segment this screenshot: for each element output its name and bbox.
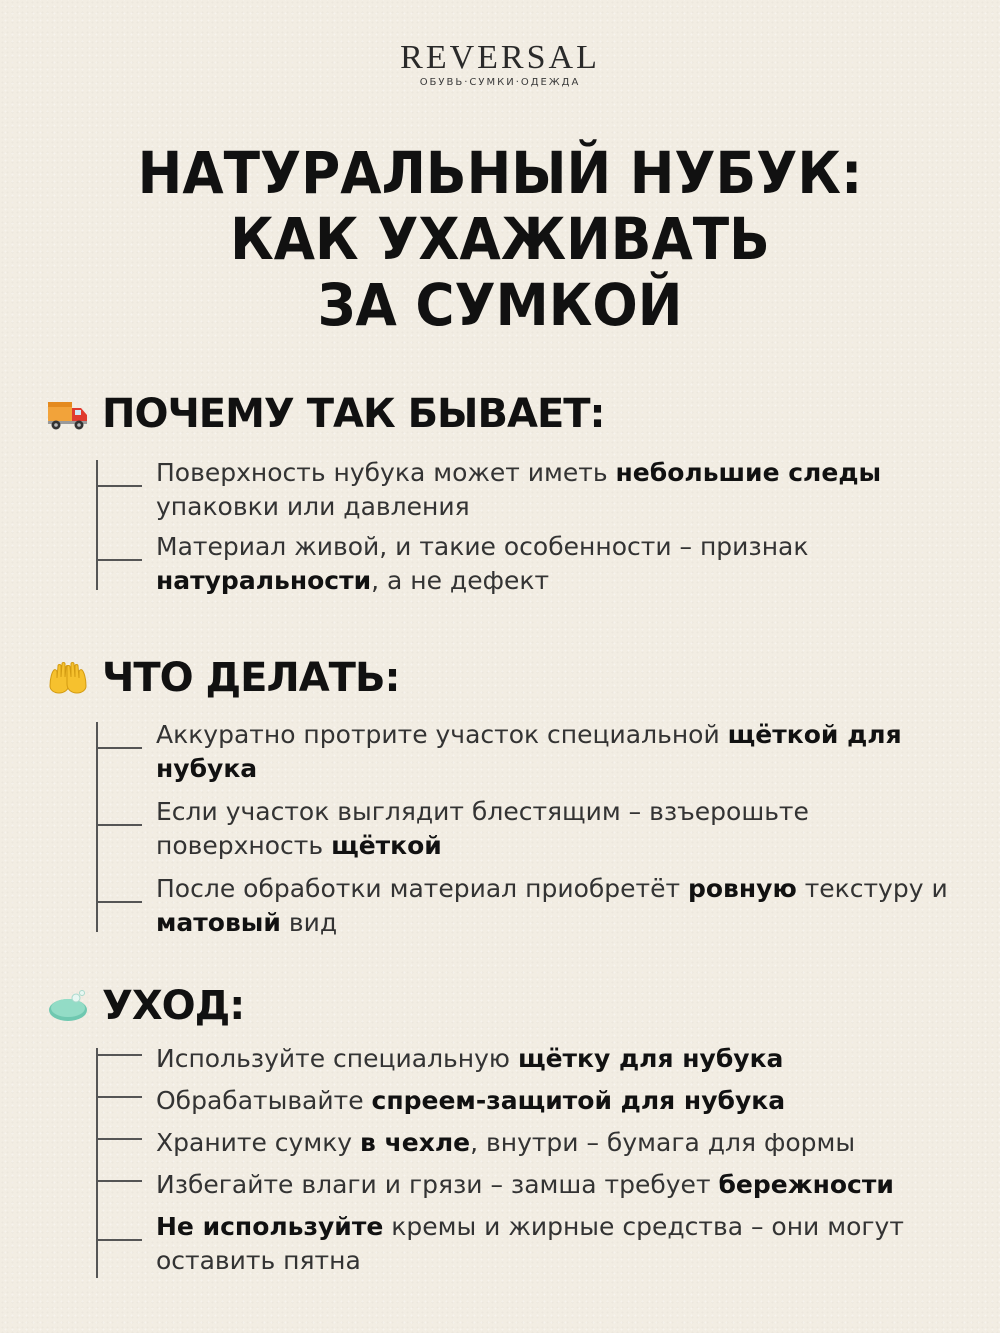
list-item-text	[156, 1084, 976, 1118]
emphasis-text: натуральности	[156, 566, 372, 595]
emphasis-text: в чехле	[360, 1128, 471, 1157]
soap-icon	[46, 984, 90, 1028]
tree-branch	[96, 1096, 142, 1098]
section-care-header	[46, 980, 244, 1032]
section-why-header	[46, 388, 605, 440]
body-text: После обработки материал приобретёт	[156, 874, 688, 903]
emphasis-text: бережности	[718, 1170, 894, 1199]
brand-tagline: ОБУВЬ·СУМКИ·ОДЕЖДА	[419, 77, 581, 88]
section-what-header	[46, 652, 399, 704]
section-title: УХОД:	[102, 983, 245, 1029]
list-item-text	[156, 1126, 976, 1160]
section-title: ПОЧЕМУ ТАК БЫВАЕТ:	[102, 391, 605, 437]
tree-branch	[96, 1138, 142, 1140]
delivery-truck-icon	[46, 392, 90, 436]
list-item-text	[156, 718, 976, 786]
body-text: Аккуратно протрите участок специальной	[156, 720, 728, 749]
tree-branch	[96, 1180, 142, 1182]
body-text: Избегайте влаги и грязи – замша требует	[156, 1170, 719, 1199]
emphasis-text: небольшие следы	[615, 458, 882, 487]
title-line-2: КАК УХАЖИВАТЬ	[230, 205, 770, 273]
tree-branch	[96, 559, 142, 561]
body-text: Храните сумку	[156, 1128, 361, 1157]
body-text: Обрабатывайте	[156, 1086, 372, 1115]
tree-line	[96, 1048, 98, 1278]
body-text: текстуру и	[796, 874, 948, 903]
section-title: ЧТО ДЕЛАТЬ:	[102, 655, 400, 701]
body-text: вид	[280, 908, 338, 937]
list-item-text	[156, 456, 976, 524]
raised-hands-icon	[46, 656, 90, 700]
list-item-text	[156, 530, 976, 598]
emphasis-text: матовый	[156, 908, 281, 937]
title-line-1: НАТУРАЛЬНЫЙ НУБУК:	[137, 139, 863, 207]
tree-line	[96, 460, 98, 590]
emphasis-text: спреем-защитой для нубука	[371, 1086, 786, 1115]
tree-branch	[96, 747, 142, 749]
brand-name: REVERSAL	[400, 39, 600, 76]
list-item-text	[156, 1168, 976, 1202]
list-item-text	[156, 795, 976, 863]
emphasis-text: щёткой для нубука	[156, 720, 902, 783]
list-item-text	[156, 1042, 976, 1076]
list-item-text	[156, 1210, 976, 1278]
list-item-text	[156, 872, 976, 940]
body-text: Если участок выглядит блестящим – взъерошьте поверхность	[156, 797, 809, 860]
body-text: Поверхность нубука может иметь	[156, 458, 616, 487]
body-text: Используйте специальную	[156, 1044, 518, 1073]
page-title	[40, 140, 960, 338]
emphasis-text: щёткой	[331, 831, 442, 860]
brand-logo	[0, 40, 1000, 88]
body-text: кремы и жирные средства – они могут оставить пятна	[156, 1212, 904, 1275]
body-text: упаковки или давления	[156, 492, 470, 521]
emphasis-text: Не используйте	[156, 1212, 384, 1241]
tree-branch	[96, 1054, 142, 1056]
body-text: Материал живой, и такие особенности – признак	[156, 532, 809, 561]
emphasis-text: ровную	[687, 874, 797, 903]
tree-branch	[96, 485, 142, 487]
emphasis-text: щётку для нубука	[517, 1044, 784, 1073]
title-line-3: ЗА СУМКОЙ	[317, 271, 683, 339]
body-text: , внутри – бумага для формы	[470, 1128, 856, 1157]
body-text: , а не дефект	[371, 566, 550, 595]
tree-branch	[96, 901, 142, 903]
tree-branch	[96, 1239, 142, 1241]
tree-branch	[96, 824, 142, 826]
